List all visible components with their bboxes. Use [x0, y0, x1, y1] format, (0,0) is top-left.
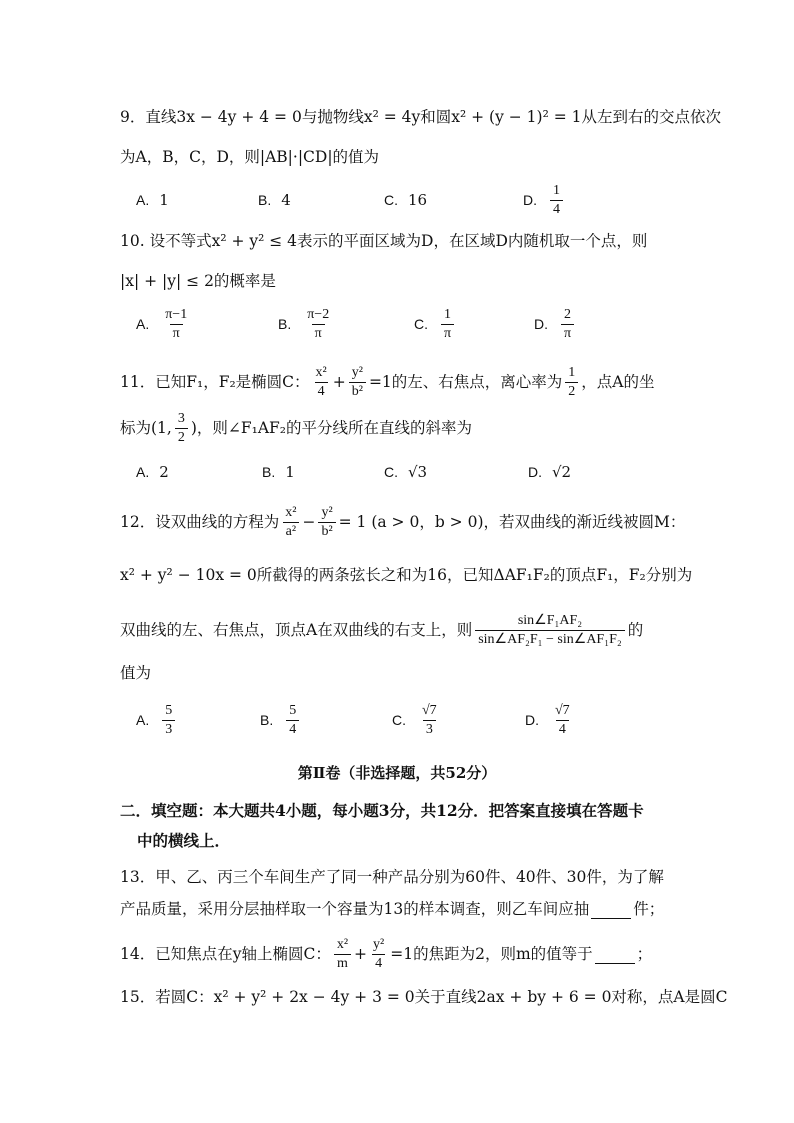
q11-option-a: A. 2 [136, 463, 169, 481]
fraction: $\frac{\text{y²}}{\text{b²}}$ [349, 364, 366, 401]
q9-option-c: C. 16 [384, 191, 428, 209]
q9-option-d: D. $\frac{1}{4}$ [523, 178, 566, 222]
q10-line2: |x| + |y| ≤ 2的概率是 [120, 272, 276, 290]
q12-option-d: D. $\frac{√7}{4}$ [525, 698, 576, 742]
fraction: $\frac{\text{x²}}{\text{a²}}$ [282, 504, 299, 541]
answer-blank[interactable] [591, 900, 631, 919]
q12-line4: 值为 [120, 664, 152, 682]
section-2-title: 第Ⅱ卷（非选择题，共52分） [297, 764, 497, 782]
q12-option-b: B. $\frac{5}{4}$ [260, 698, 302, 742]
fraction: $\frac{5}{3}$ [162, 702, 175, 739]
q15-line1: 15．若圆C：x² + y² + 2x − 4y + 3 = 0关于直线2ax + by + 6 = 0对称，点A是圆C [120, 988, 728, 1006]
q13-line1: 13．甲、乙、丙三个车间生产了同一种产品分别为60件、40件、30件，为了解 [120, 868, 664, 886]
fraction: $\frac{\text{y²}}{4}$ [373, 936, 385, 971]
q11-options [136, 450, 696, 494]
part2-instructions-line2: 中的横线上． [137, 831, 231, 850]
fraction: $\frac{\pi-2}{\pi}$ [307, 306, 330, 341]
fraction: $\frac{\text{y²}}{\text{b²}}$ [318, 504, 335, 541]
fraction: $\frac{1}{4}$ [550, 182, 563, 219]
q12-option-a: A. $\frac{5}{3}$ [136, 698, 178, 742]
q11-option-b: B. 1 [262, 463, 295, 481]
q10-option-c: C. $\frac{1}{\pi}$ [414, 302, 457, 346]
fraction: $\frac{\text{x²}}{m}$ [334, 936, 351, 973]
fraction: $\frac{\text{sin∠F₁AF₂}}{\text{sin∠AF₂F₁ − sin∠AF₁F₂}}$ [475, 612, 625, 649]
q12-line1: 12．设双曲线的方程为 $\frac{\text{x²}}{\text{a²}}$ − $\frac{\text{y²}}{\text{b²}}$ = 1 (a > 0，b > 0)，若双曲线的渐近线被圆M： [120, 504, 686, 539]
fraction: $\frac{2}{\pi}$ [561, 306, 574, 343]
fraction: $\frac{\pi-1}{\pi}$ [165, 306, 188, 341]
fraction: $\frac{5}{4}$ [286, 702, 299, 739]
q12-line2: x² + y² − 10x = 0所截得的两条弦长之和为16，已知ΔAF₁F₂的顶点F₁，F₂分别为 [120, 566, 693, 584]
q12-options [136, 698, 696, 742]
fraction: $\frac{\text{x²}}{4}$ [315, 364, 327, 399]
q10-line1: 10. 设不等式x² + y² ≤ 4表示的平面区域为D，在区域D内随机取一个点，则 [120, 232, 648, 250]
q9-line1: 9．直线3x − 4y + 4 = 0与抛物线x² = 4y和圆x² + (y − 1)² = 1从左到右的交点依次 [120, 108, 722, 126]
q9-option-a: A. 1 [136, 191, 169, 209]
fraction: $\frac{1}{\pi}$ [441, 306, 454, 343]
q11-option-c: C. √3 [384, 463, 428, 481]
q13-line2: 产品质量，采用分层抽样取一个容量为13的样本调查，则乙车间应抽 件； [120, 900, 665, 918]
q10-option-d: D. $\frac{2}{\pi}$ [534, 302, 577, 346]
answer-blank[interactable] [595, 945, 635, 964]
q9-line2: 为A，B，C，D，则|AB|·|CD|的值为 [120, 148, 380, 166]
part2-instructions-line1: 二．填空题：本大题共4小题，每小题3分，共12分．把答案直接填在答题卡 [120, 801, 644, 820]
q12-option-c: C. $\frac{√7}{3}$ [392, 698, 443, 742]
q14-line: 14．已知焦点在y轴上椭圆C： $\frac{\text{x²}}{m}$ + $\frac{\text{y²}}{4}$ =1的焦距为2，则m的值等于 ； [120, 936, 653, 971]
q11-option-d: D. √2 [528, 463, 572, 481]
q10-option-a: A. $\frac{\pi-1}{\pi}$ [136, 302, 193, 346]
fraction: $\frac{√7}{4}$ [555, 702, 570, 737]
fraction: $\frac{3}{2}$ [175, 410, 188, 447]
q10-options [136, 302, 696, 346]
q11-line1: 11．已知F₁，F₂是椭圆C： $\frac{\text{x²}}{4}$ + $\frac{\text{y²}}{\text{b²}}$ =1的左、右焦点，离心率为 $\frac{1}{2}$ ，点A的坐 [120, 364, 655, 399]
q10-option-b: B. $\frac{\pi-2}{\pi}$ [278, 302, 335, 346]
fraction: $\frac{1}{2}$ [565, 364, 578, 401]
q12-line3: 双曲线的左、右焦点，顶点A在双曲线的右支上，则 $\frac{\text{sin∠F₁AF₂}}{\text{sin∠AF₂F₁ − sin∠AF₁F₂}}$ 的 [120, 612, 644, 647]
q9-option-b: B. 4 [258, 191, 291, 209]
q11-line2: 标为(1, $\frac{3}{2}$ )，则∠F₁AF₂的平分线所在直线的斜率为 [120, 410, 473, 445]
fraction: $\frac{√7}{3}$ [422, 702, 437, 737]
q9-options [136, 178, 696, 222]
